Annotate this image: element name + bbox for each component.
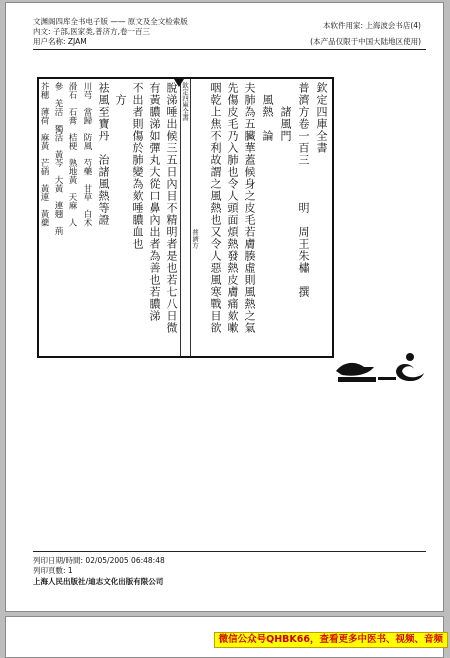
text-column: 夫肺為五臟華蓋候身之皮毛若膚腠虛則風熱之氣	[243, 82, 256, 334]
center-heading: 欽定四庫全書	[181, 82, 189, 121]
text-column: 普濟方卷一百三 明 周王朱橚 撰	[297, 82, 310, 298]
text-column: 先傷皮毛乃入肺也令人頭面煩熱發熱皮膚痛欬嗽	[226, 82, 239, 334]
print-page-count: 列印頁數: 1	[33, 566, 73, 575]
text-column: 咽乾上焦不利故謂之風熱也又令人惡風寒戰目欲	[209, 82, 222, 334]
text-column: 川芎 當歸 防風 芍藥 甘草 白术	[82, 82, 92, 227]
text-column: 風熱 論	[261, 82, 274, 142]
text-column: 諸風門	[279, 82, 292, 142]
text-column: 有黃膿涕如彈丸大從口鼻內出者為善也若膿涕	[148, 82, 161, 322]
footer-rule	[33, 551, 426, 552]
header-title: 文渊阁四库全书电子版 —— 原文及全文检索版	[33, 17, 188, 26]
text-column: 不出者則傷於肺變為欬唾膿血也	[131, 82, 144, 250]
header-section: 内文: 子部,医家类,普济方,卷一百三	[33, 27, 151, 36]
text-column: 欽定四庫全書	[315, 82, 328, 154]
text-column: 參 羌活 獨活 黃芩 大黃 連翹 荊	[53, 82, 63, 235]
publisher-line: 上海人民出版社/迪志文化出版有限公司	[33, 577, 164, 586]
print-datetime: 列印日期/時間: 02/05/2005 06:48:48	[33, 556, 165, 565]
text-column: 方	[114, 82, 127, 106]
header-licensee: 本软件用家: 上海波会书店(4)	[322, 21, 421, 30]
text-column: 脫涕唾出候三五日內目不精明者是也若七八日微	[165, 82, 178, 334]
text-column: 芥穗 薄荷 麻黃 芒硝 黃連 黃蘗	[39, 82, 49, 227]
text-column: 祛風至寶丹 治諸風熱等證	[97, 82, 110, 226]
center-subheading: 普濟方	[191, 229, 199, 249]
publisher-logo-icon	[334, 353, 444, 385]
book-page-frame	[37, 77, 334, 358]
print-page	[5, 2, 444, 612]
header-region-note: (本产品仅限于中国大陆地区使用)	[310, 37, 421, 46]
promo-banner: 微信公众号QHBK66，查看更多中医书、视频、音频	[214, 632, 448, 648]
swirl-logo-icon	[394, 351, 426, 385]
text-column: 滑石 石膏 桔梗 熟地黃 天麻 人	[67, 82, 77, 227]
header-rule	[33, 49, 426, 50]
header-user: 用户名称: ZJAM	[33, 37, 87, 46]
